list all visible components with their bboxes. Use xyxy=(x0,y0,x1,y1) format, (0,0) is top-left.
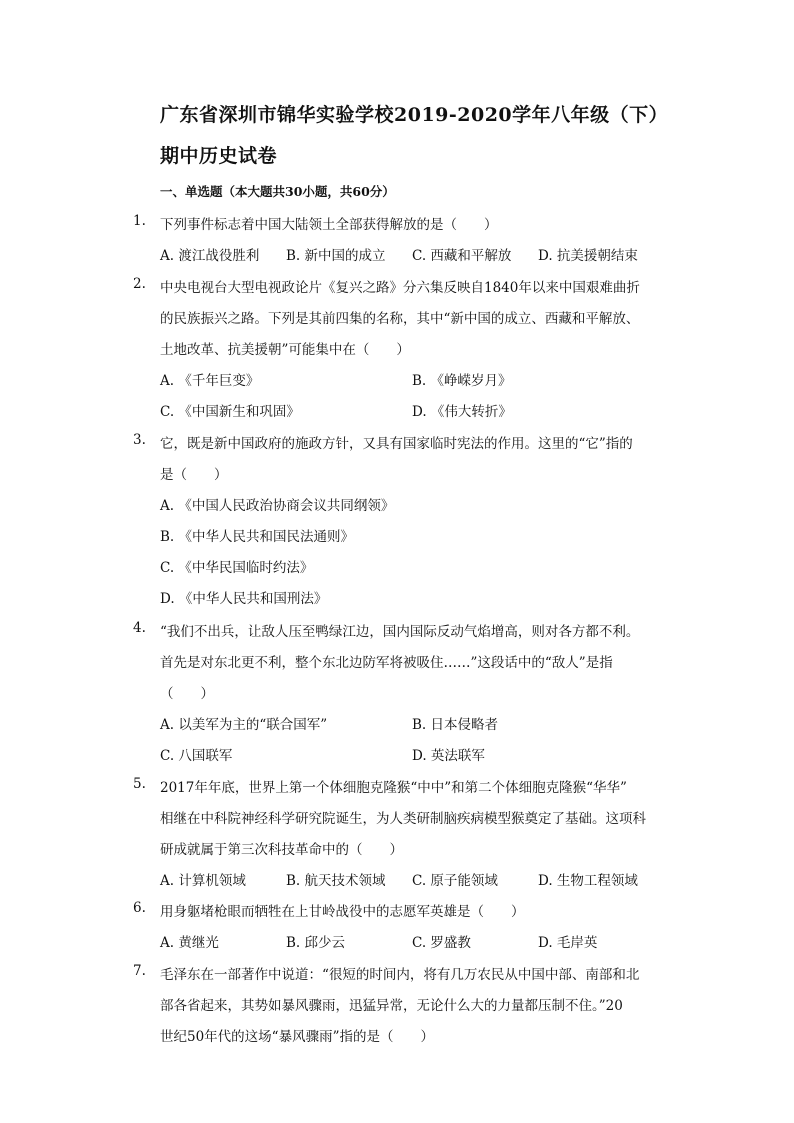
option-b: B. 《峥嵘岁月》 xyxy=(412,373,512,389)
option-a: A. 计算机领域 xyxy=(160,873,246,889)
question-number: 4. xyxy=(133,620,146,636)
option-a: A. 黄继光 xyxy=(160,935,219,951)
question-number: 6. xyxy=(133,900,146,916)
option-a: A. 《中国人民政治协商会议共同纲领》 xyxy=(160,498,395,514)
question-number: 3. xyxy=(133,432,146,448)
question-text: （ ） xyxy=(160,686,214,702)
question-text: 部各省起来，其势如暴风骤雨，迅猛异常，无论什么大的力量都压制不住。”20 xyxy=(160,998,623,1014)
question-number: 7. xyxy=(133,963,146,979)
question-text: 的民族振兴之路。下列是其前四集的名称，其中“新中国的成立、西藏和平解放、 xyxy=(160,311,640,327)
option-c: C. 《中华民国临时约法》 xyxy=(160,560,314,576)
option-b: B. 邱少云 xyxy=(286,935,346,951)
option-d: D. 英法联军 xyxy=(412,748,485,764)
option-b: B. 日本侵略者 xyxy=(412,717,499,733)
option-d: D. 毛岸英 xyxy=(538,935,598,951)
section-heading: 一、单选题（本大题共30小题，共60分） xyxy=(160,184,395,199)
option-c: C. 八国联军 xyxy=(160,748,233,764)
question-text: 研成就属于第三次科技革命中的（ ） xyxy=(160,842,403,858)
question-text: 首先是对东北更不利，整个东北边防军将被吸住……”这段话中的“敌人”是指 xyxy=(160,655,613,671)
option-c: C. 《中国新生和巩固》 xyxy=(160,404,300,420)
question-text: 土地改革、抗美援朝”可能集中在（ ） xyxy=(160,342,410,358)
exam-title-line-2: 期中历史试卷 xyxy=(160,145,278,167)
option-a: A. 渡江战役胜利 xyxy=(160,248,260,264)
question-text: 中央电视台大型电视政论片《复兴之路》分六集反映自1840年以来中国艰难曲折 xyxy=(160,280,640,296)
question-text: “我们不出兵，让敌人压至鸭绿江边，国内国际反动气焰增高，则对各方都不利。 xyxy=(160,624,640,640)
option-d: D. 《中华人民共和国刑法》 xyxy=(160,591,328,607)
question-text: 它，既是新中国政府的施政方针，又具有国家临时宪法的作用。这里的“它”指的 xyxy=(160,436,633,452)
question-number: 2. xyxy=(133,276,146,292)
option-b: B. 《中华人民共和国民法通则》 xyxy=(160,529,355,545)
option-d: D. 抗美援朝结束 xyxy=(538,248,638,264)
exam-title-line-1: 广东省深圳市锦华实验学校2019-2020学年八年级（下） xyxy=(160,104,669,126)
option-d: D. 生物工程领域 xyxy=(538,873,638,889)
option-a: A. 《千年巨变》 xyxy=(160,373,260,389)
question-text: 下列事件标志着中国大陆领土全部获得解放的是（ ） xyxy=(160,217,498,233)
option-d: D. 《伟大转折》 xyxy=(412,404,512,420)
question-text: 是（ ） xyxy=(160,467,228,483)
option-a: A. 以美军为主的“联合国军” xyxy=(160,717,328,733)
option-b: B. 航天技术领域 xyxy=(286,873,386,889)
question-text: 毛泽东在一部著作中说道：“很短的时间内，将有几万农民从中国中部、南部和北 xyxy=(160,967,640,983)
question-text: 2017年年底，世界上第一个体细胞克隆猴“中中”和第二个体细胞克隆猴“华华” xyxy=(160,780,627,796)
question-text: 相继在中科院神经科学研究院诞生，为人类研制脑疾病模型猴奠定了基础。这项科 xyxy=(160,811,646,827)
question-number: 1. xyxy=(133,213,146,229)
question-text: 用身躯堵枪眼而牺牲在上甘岭战役中的志愿军英雄是（ ） xyxy=(160,904,525,920)
option-c: C. 罗盛教 xyxy=(412,935,471,951)
question-number: 5. xyxy=(133,776,146,792)
option-b: B. 新中国的成立 xyxy=(286,248,386,264)
option-c: C. 西藏和平解放 xyxy=(412,248,512,264)
option-c: C. 原子能领域 xyxy=(412,873,498,889)
question-text: 世纪50年代的这场“暴风骤雨”指的是（ ） xyxy=(160,1029,434,1045)
